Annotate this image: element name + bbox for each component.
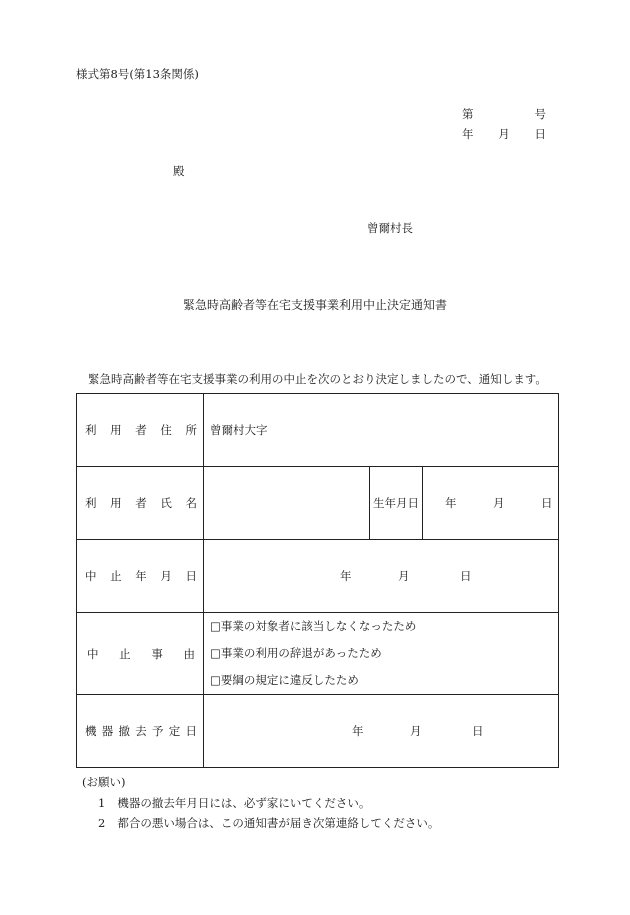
- row-address: [77, 394, 559, 467]
- document-title: 緊急時高齢者等在宅支援事業利用中止決定通知書: [182, 298, 447, 312]
- stop-year: 年: [340, 569, 352, 583]
- document-number: [462, 106, 546, 122]
- reason-option-withdrawn[interactable]: □事業の利用の辞退があったため: [210, 646, 382, 660]
- form-number: 様式第8号(第13条関係): [76, 67, 199, 81]
- removal-year: 年: [352, 724, 364, 738]
- name-label: 利 用 者 氏 名: [77, 467, 204, 540]
- note-text: 機器の撤去年月日には、必ず家にいてください。: [117, 796, 371, 810]
- row-name: [77, 467, 559, 540]
- note-item: [98, 815, 439, 831]
- reason-option-violation[interactable]: □要綱の規定に違反したため: [210, 673, 359, 687]
- stop-date-label: 中 止 年 月 日: [77, 540, 204, 613]
- doc-number-prefix: 第: [462, 107, 474, 121]
- stop-month: 月: [398, 569, 410, 583]
- reason-label: 中 止 事 由: [77, 613, 204, 695]
- row-stop-date: [77, 540, 559, 613]
- dob-value: [423, 467, 559, 540]
- removal-date-label: 機 器 撤 去 予 定 日: [77, 695, 204, 768]
- dob-month: 月: [493, 496, 505, 510]
- row-reason: [77, 613, 559, 695]
- stop-date-value: [204, 540, 559, 613]
- intro-text: 緊急時高齢者等在宅支援事業の利用の中止を次のとおり決定しましたので、通知します。: [88, 372, 547, 386]
- document-date: [462, 126, 546, 142]
- address-label: 利 用 者 住 所: [77, 394, 204, 467]
- note-number: 2: [98, 816, 106, 830]
- removal-day: 日: [472, 724, 484, 738]
- note-number: 1: [98, 796, 106, 810]
- reason-options: [204, 613, 559, 695]
- removal-month: 月: [410, 724, 422, 738]
- address-value: 曾爾村大字: [204, 394, 559, 467]
- dob-year: 年: [445, 496, 457, 510]
- doc-date-year: 年: [462, 127, 474, 141]
- dob-label: 生年月日: [370, 467, 423, 540]
- row-removal-date: [77, 695, 559, 768]
- doc-date-day: 日: [534, 127, 546, 141]
- notes-heading: (お願い): [82, 775, 126, 789]
- note-text: 都合の悪い場合は、この通知書が届き次第連絡してください。: [117, 816, 440, 830]
- reason-option-not-eligible[interactable]: □事業の対象者に該当しなくなったため: [210, 619, 417, 633]
- addressee-honorific: 殿: [173, 164, 185, 178]
- note-item: [98, 795, 370, 811]
- doc-date-month: 月: [498, 127, 510, 141]
- removal-date-value: [204, 695, 559, 768]
- name-value: [204, 467, 370, 540]
- notice-table: [76, 393, 559, 768]
- issuer-name: 曾爾村長: [367, 221, 413, 235]
- dob-day: 日: [541, 496, 553, 510]
- doc-number-suffix: 号: [534, 107, 546, 121]
- stop-day: 日: [460, 569, 472, 583]
